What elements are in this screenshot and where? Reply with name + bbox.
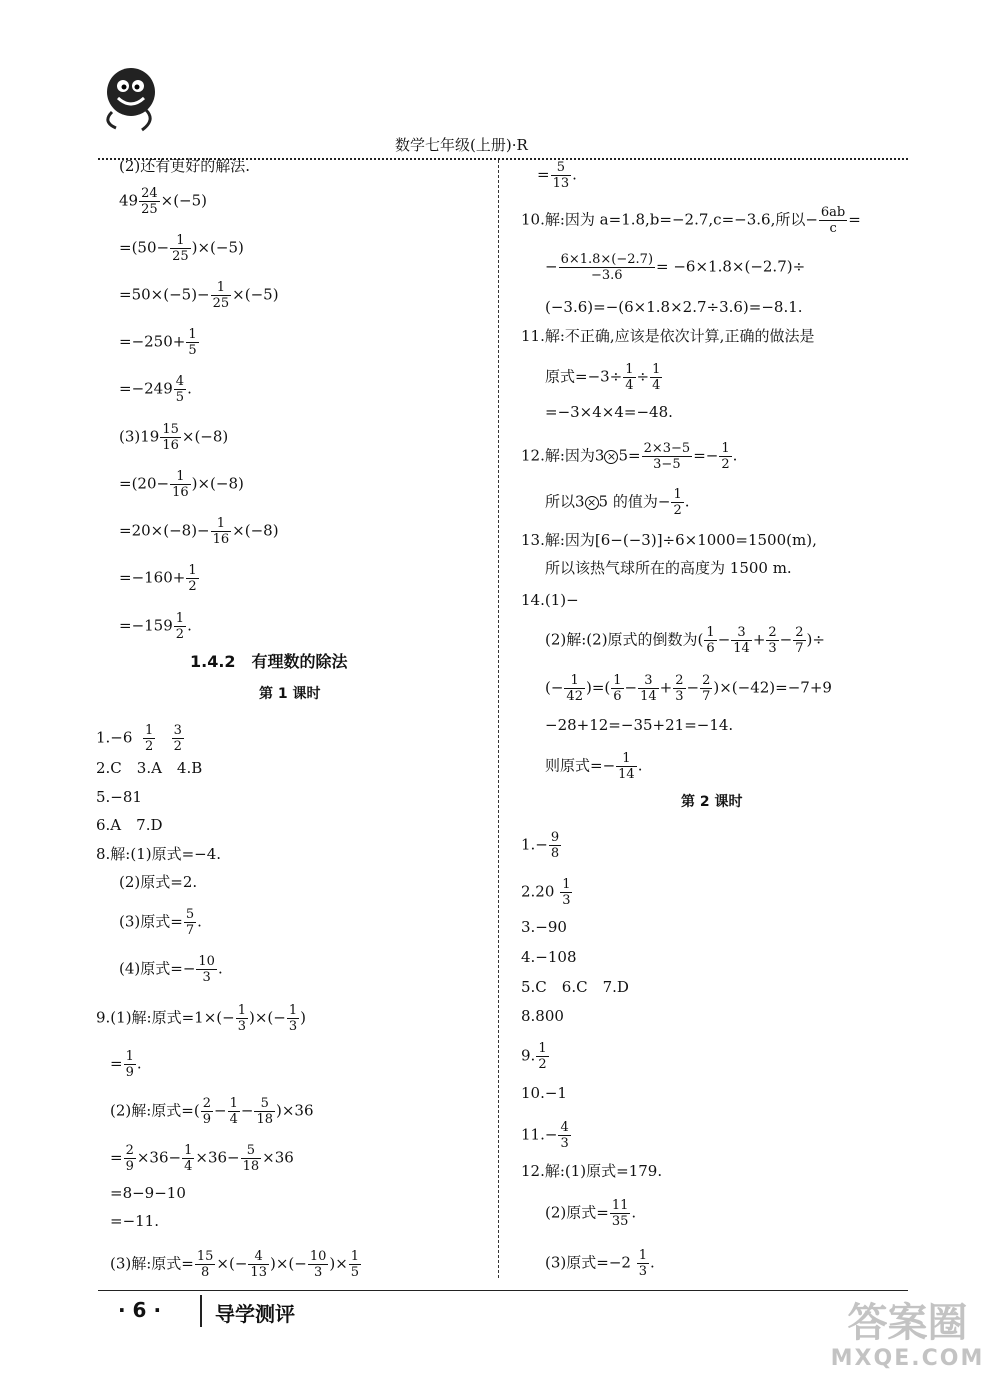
math-line: (−3.6)=−(6×1.8×2.7÷3.6)=−8.1. — [545, 298, 803, 316]
header-title: 数学七年级(上册)·R — [395, 136, 528, 154]
math-line: =(20− $\frac{1}{16}$ )×(−8) — [119, 469, 244, 500]
math-line: (4)原式=− $\frac{10}{3}$ . — [119, 954, 223, 985]
math-line: (2)原式= $\frac{11}{35}$ . — [545, 1198, 637, 1229]
watermark: 答案圈 MXQE.COM — [830, 1300, 985, 1371]
answer-line: (2)原式=2. — [119, 873, 198, 891]
math-line: 1.− $\frac{9}{8}$ — [521, 830, 560, 861]
answer-line: 14.(1)− — [521, 591, 579, 609]
math-line: (2)解:(2)原式的倒数为( $\frac{1}{6}$ − $\frac{3}{14}$ + $\frac{2}{3}$ − $\frac{2}{7}$ )÷ — [545, 625, 825, 656]
book-name: 导学测评 — [215, 1302, 295, 1326]
text-line: (2)还有更好的解法. — [119, 157, 251, 175]
answer-line: 2.C 3.A 4.B — [96, 759, 203, 777]
math-line: (3)19 $\frac{15}{16}$ ×(−8) — [119, 422, 229, 453]
footer-divider — [200, 1295, 202, 1327]
answer-line: 所以该热气球所在的高度为 1500 m. — [545, 559, 792, 577]
answer-line: 5.−81 — [96, 788, 142, 806]
answer-line: 6.A 7.D — [96, 816, 163, 834]
answer-line: 12.解:(1)原式=179. — [521, 1162, 663, 1180]
math-line: (3)原式=−2 $\frac{1}{3}$ . — [545, 1248, 655, 1279]
math-line: =−11. — [110, 1212, 159, 1230]
answer-line: 4.−108 — [521, 948, 577, 966]
section-title: 1.4.2 有理数的除法 — [190, 652, 348, 671]
math-line: =20×(−8)− $\frac{1}{16}$ ×(−8) — [119, 516, 279, 547]
math-line: 原式=−3÷ $\frac{1}{4}$ ÷ $\frac{1}{4}$ — [545, 362, 661, 393]
math-line: (3)原式= $\frac{5}{7}$ . — [119, 907, 202, 938]
answer-line: 8.解:(1)原式=−4. — [96, 845, 222, 863]
math-line: 2.20 $\frac{1}{3}$ — [521, 877, 571, 908]
math-line: =(50− $\frac{1}{25}$ )×(−5) — [119, 233, 244, 264]
otimes-icon: × — [585, 496, 599, 510]
math-line: =−249 $\frac{4}{5}$ . — [119, 374, 192, 405]
math-line: =50×(−5)− $\frac{1}{25}$ ×(−5) — [119, 280, 279, 311]
math-line: =−3×4×4=−48. — [545, 403, 673, 421]
answer-line: 13.解:因为[6−(−3)]÷6×1000=1500(m), — [521, 531, 817, 549]
math-line: 11.− $\frac{4}{3}$ — [521, 1120, 569, 1151]
math-line: =−160+ $\frac{1}{2}$ — [119, 563, 197, 594]
math-line: = $\frac{1}{9}$ . — [110, 1049, 142, 1080]
math-line: 10.解:因为 a=1.8,b=−2.7,c=−3.6,所以− $\frac{6ab}{c}$ = — [521, 205, 861, 236]
mascot-logo — [98, 62, 160, 134]
math-line: −28+12=−35+21=−14. — [545, 716, 734, 734]
math-line: 则原式=− $\frac{1}{14}$ . — [545, 751, 643, 782]
math-line: (2)解:原式=( $\frac{2}{9}$ − $\frac{1}{4}$ − $\frac{5}{18}$ )×36 — [110, 1096, 314, 1127]
otimes-icon: × — [604, 450, 618, 464]
math-line: 9.(1)解:原式=1×(− $\frac{1}{3}$ )×(− $\frac{1}{3}$ ) — [96, 1003, 306, 1034]
math-line: =−250+ $\frac{1}{5}$ — [119, 327, 197, 358]
math-line: =−159 $\frac{1}{2}$ . — [119, 611, 192, 642]
math-line: − $\frac{6\times 1.8\times(-2.7)}{-3.6}$ = −6×1.8×(−2.7)÷ — [545, 252, 806, 283]
column-divider — [498, 160, 499, 1278]
math-line: 9. $\frac{1}{2}$ — [521, 1041, 547, 1072]
page-number: · 6 · — [118, 1298, 162, 1322]
lesson-title: 第 1 课时 — [259, 686, 321, 702]
math-line: 49 $\frac{24}{25}$ ×(−5) — [119, 186, 208, 217]
answer-line: 3.−90 — [521, 918, 567, 936]
footer-rule — [98, 1290, 908, 1291]
math-line: 12.解:因为3 × 5= $\frac{2\times 3-5}{3-5}$ =− $\frac{1}{2}$ . — [521, 441, 738, 472]
math-line: =8−9−10 — [110, 1184, 186, 1202]
answer-line: 10.−1 — [521, 1084, 567, 1102]
lesson-title: 第 2 课时 — [681, 794, 743, 810]
math-line: 所以3 × 5 的值为− $\frac{1}{2}$ . — [545, 487, 690, 518]
math-line: (− $\frac{1}{42}$ )=( $\frac{1}{6}$ − $\frac{3}{14}$ + $\frac{2}{3}$ − $\frac{2}{7}$ )×(−42)=−7+9 — [545, 673, 832, 704]
math-line: (3)解:原式= $\frac{15}{8}$ ×(− $\frac{4}{13}$ )×(− $\frac{10}{3}$ )× $\frac{1}{5}$ — [110, 1249, 360, 1280]
answer-line: 1.−6 $\frac{1}{2}$ $\frac{3}{2}$ — [96, 723, 182, 754]
math-line: = $\frac{2}{9}$ ×36− $\frac{1}{4}$ ×36− $\frac{5}{18}$ ×36 — [110, 1143, 294, 1174]
answer-line: 8.800 — [521, 1007, 564, 1025]
answer-line: 5.C 6.C 7.D — [521, 978, 629, 996]
answer-line: 11.解:不正确,应该是依次计算,正确的做法是 — [521, 327, 815, 345]
math-line: = $\frac{5}{13}$ . — [537, 160, 577, 191]
